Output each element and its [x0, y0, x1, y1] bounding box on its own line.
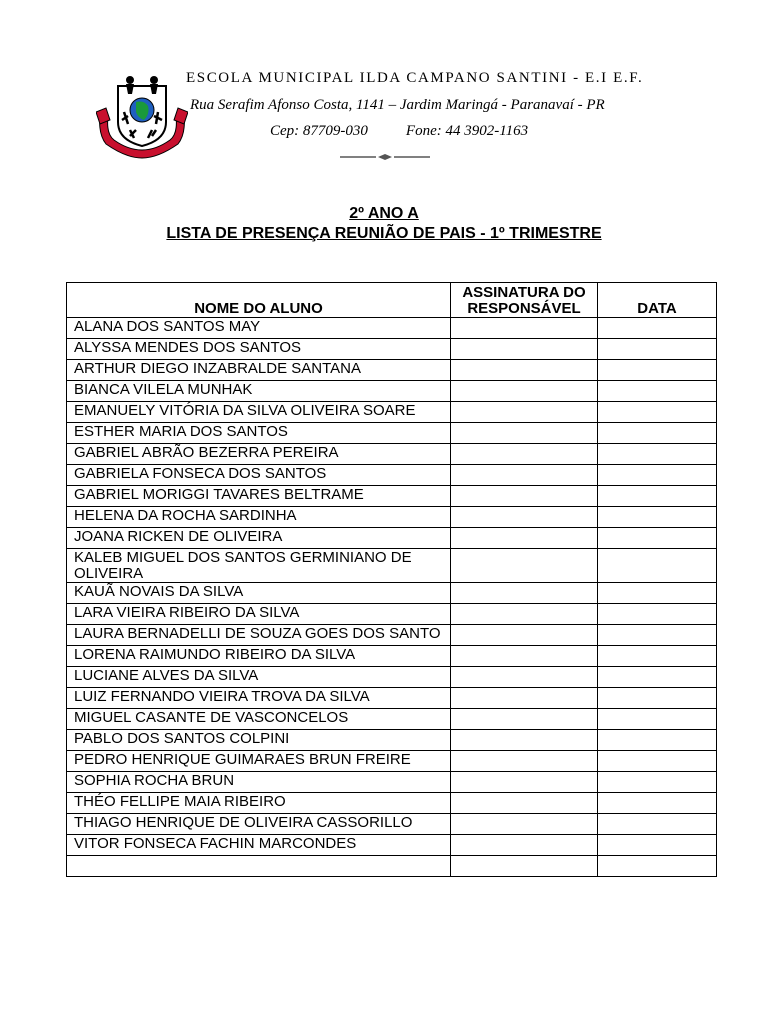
list-title: LISTA DE PRESENÇA REUNIÃO DE PAIS - 1º TRIMESTRE [166, 225, 602, 242]
table-row [67, 360, 717, 381]
table-row [67, 646, 717, 667]
date-cell[interactable] [598, 507, 717, 528]
signature-cell[interactable] [451, 318, 598, 339]
student-name-cell: MIGUEL CASANTE DE VASCONCELOS [67, 709, 451, 730]
column-header-name: NOME DO ALUNO [67, 283, 451, 318]
table-row [67, 835, 717, 856]
table-row [67, 528, 717, 549]
table-row [67, 814, 717, 835]
signature-cell[interactable] [451, 507, 598, 528]
table-row [67, 625, 717, 646]
phone-text: Fone: 44 3902-1163 [405, 123, 529, 139]
table-row [67, 339, 717, 360]
date-cell[interactable] [598, 339, 717, 360]
signature-cell[interactable] [451, 549, 598, 583]
student-name-cell: EMANUELY VITÓRIA DA SILVA OLIVEIRA SOARE [67, 402, 451, 423]
signature-cell[interactable] [451, 646, 598, 667]
signature-cell[interactable] [451, 856, 598, 877]
table-row [67, 583, 717, 604]
signature-cell[interactable] [451, 339, 598, 360]
student-name-cell: ALANA DOS SANTOS MAY [67, 318, 451, 339]
date-cell[interactable] [598, 856, 717, 877]
table-row [67, 667, 717, 688]
student-name-cell: LAURA BERNADELLI DE SOUZA GOES DOS SANTO [67, 625, 451, 646]
signature-cell[interactable] [451, 486, 598, 507]
table-row [67, 318, 717, 339]
table-row [67, 444, 717, 465]
student-name-cell: ALYSSA MENDES DOS SANTOS [67, 339, 451, 360]
signature-cell[interactable] [451, 528, 598, 549]
cep-text: Cep: 87709-030 [270, 123, 368, 139]
date-cell[interactable] [598, 625, 717, 646]
date-cell[interactable] [598, 318, 717, 339]
date-cell[interactable] [598, 444, 717, 465]
school-emblem [96, 72, 188, 160]
date-cell[interactable] [598, 814, 717, 835]
signature-cell[interactable] [451, 423, 598, 444]
school-name: ESCOLA MUNICIPAL ILDA CAMPANO SANTINI - E.I E.F. [186, 70, 644, 86]
date-cell[interactable] [598, 793, 717, 814]
student-name-cell: KALEB MIGUEL DOS SANTOS GERMINIANO DE OLIVEIRA [67, 549, 451, 583]
signature-cell[interactable] [451, 709, 598, 730]
date-cell[interactable] [598, 772, 717, 793]
student-name-cell: KAUÃ NOVAIS DA SILVA [67, 583, 451, 604]
student-name-cell: JOANA RICKEN DE OLIVEIRA [67, 528, 451, 549]
table-row [67, 772, 717, 793]
signature-cell[interactable] [451, 360, 598, 381]
date-cell[interactable] [598, 528, 717, 549]
table-row [67, 688, 717, 709]
table-header-row [67, 283, 717, 318]
student-name-cell: BIANCA VILELA MUNHAK [67, 381, 451, 402]
student-name-cell: PABLO DOS SANTOS COLPINI [67, 730, 451, 751]
student-name-cell: HELENA DA ROCHA SARDINHA [67, 507, 451, 528]
signature-cell[interactable] [451, 688, 598, 709]
signature-cell[interactable] [451, 730, 598, 751]
signature-cell[interactable] [451, 814, 598, 835]
date-cell[interactable] [598, 549, 717, 583]
date-cell[interactable] [598, 835, 717, 856]
student-name-cell: SOPHIA ROCHA BRUN [67, 772, 451, 793]
date-cell[interactable] [598, 730, 717, 751]
signature-cell[interactable] [451, 625, 598, 646]
table-row [67, 423, 717, 444]
date-cell[interactable] [598, 667, 717, 688]
divider-ornament [340, 150, 430, 162]
date-cell[interactable] [598, 751, 717, 772]
signature-cell[interactable] [451, 604, 598, 625]
table-row [67, 486, 717, 507]
table-row [67, 465, 717, 486]
table-row [67, 793, 717, 814]
table-row [67, 381, 717, 402]
student-name-cell: ARTHUR DIEGO INZABRALDE SANTANA [67, 360, 451, 381]
column-header-signature: ASSINATURA DO RESPONSÁVEL [451, 283, 598, 318]
student-name-cell: LORENA RAIMUNDO RIBEIRO DA SILVA [67, 646, 451, 667]
signature-cell[interactable] [451, 772, 598, 793]
date-cell[interactable] [598, 465, 717, 486]
student-name-cell: LARA VIEIRA RIBEIRO DA SILVA [67, 604, 451, 625]
table-row [67, 751, 717, 772]
signature-cell[interactable] [451, 381, 598, 402]
table-row [67, 507, 717, 528]
date-cell[interactable] [598, 709, 717, 730]
student-name-cell: GABRIELA FONSECA DOS SANTOS [67, 465, 451, 486]
student-name-cell: LUCIANE ALVES DA SILVA [67, 667, 451, 688]
date-cell[interactable] [598, 360, 717, 381]
student-name-cell [67, 856, 451, 877]
signature-cell[interactable] [451, 667, 598, 688]
date-cell[interactable] [598, 583, 717, 604]
date-cell[interactable] [598, 604, 717, 625]
student-name-cell: ESTHER MARIA DOS SANTOS [67, 423, 451, 444]
signature-cell[interactable] [451, 835, 598, 856]
table-row [67, 856, 717, 877]
student-name-cell: THIAGO HENRIQUE DE OLIVEIRA CASSORILLO [67, 814, 451, 835]
table-row [67, 549, 717, 583]
table-row [67, 604, 717, 625]
signature-cell[interactable] [451, 444, 598, 465]
signature-cell[interactable] [451, 465, 598, 486]
signature-cell[interactable] [451, 402, 598, 423]
date-cell[interactable] [598, 688, 717, 709]
student-name-cell: THÉO FELLIPE MAIA RIBEIRO [67, 793, 451, 814]
date-cell[interactable] [598, 423, 717, 444]
student-name-cell: VITOR FONSECA FACHIN MARCONDES [67, 835, 451, 856]
attendance-table [66, 282, 717, 877]
signature-cell[interactable] [451, 793, 598, 814]
student-name-cell: PEDRO HENRIQUE GUIMARAES BRUN FREIRE [67, 751, 451, 772]
date-cell[interactable] [598, 486, 717, 507]
class-title: 2º ANO A [349, 205, 419, 222]
school-address: Rua Serafim Afonso Costa, 1141 – Jardim Maringá - Paranavaí - PR [190, 97, 605, 113]
date-cell[interactable] [598, 402, 717, 423]
student-name-cell: GABRIEL ABRÃO BEZERRA PEREIRA [67, 444, 451, 465]
student-name-cell: LUIZ FERNANDO VIEIRA TROVA DA SILVA [67, 688, 451, 709]
signature-cell[interactable] [451, 583, 598, 604]
column-header-date: DATA [598, 283, 717, 318]
table-row [67, 730, 717, 751]
table-row [67, 709, 717, 730]
table-row [67, 402, 717, 423]
signature-cell[interactable] [451, 751, 598, 772]
student-name-cell: GABRIEL MORIGGI TAVARES BELTRAME [67, 486, 451, 507]
date-cell[interactable] [598, 646, 717, 667]
school-contact [270, 123, 630, 140]
date-cell[interactable] [598, 381, 717, 402]
